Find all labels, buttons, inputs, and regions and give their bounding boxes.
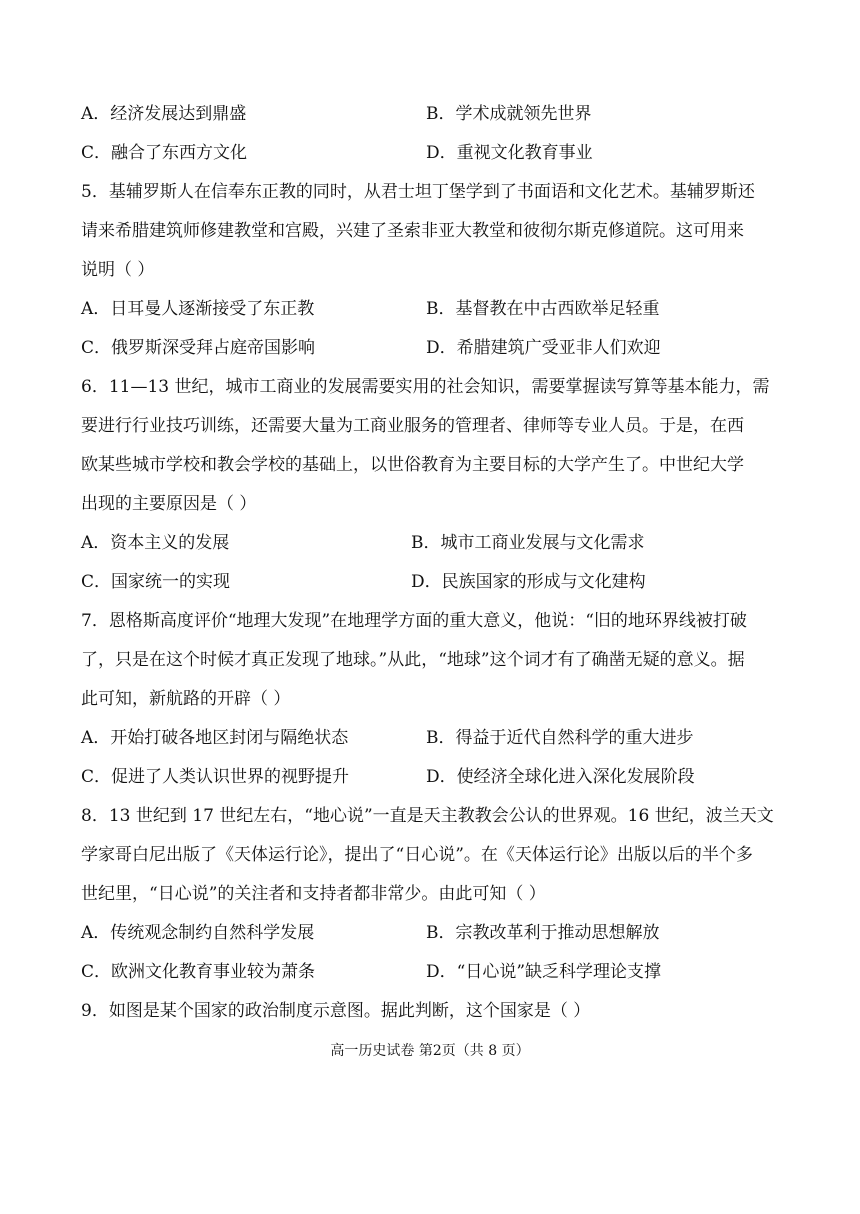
q4-option-b: B．学术成就领先世界 <box>426 104 592 124</box>
q6-option-d: D．民族国家的形成与文化建构 <box>411 572 646 592</box>
q5-options-row-2 <box>81 337 781 359</box>
q6-stem-line-1: 6．11—13 世纪，城市工商业的发展需要实用的社会知识，需要掌握读写算等基本能力，需 <box>81 377 770 397</box>
q7-option-d: D．使经济全球化进入深化发展阶段 <box>426 767 695 787</box>
q4-option-a: A．经济发展达到鼎盛 <box>81 104 247 124</box>
q7-stem-line-2: 了，只是在这个时候才真正发现了地球。”从此，“地球”这个词才有了确凿无疑的意义。据 <box>81 650 745 670</box>
q8-option-d: D．“日心说”缺乏科学理论支撑 <box>426 962 662 982</box>
q8-options-row-2 <box>81 961 781 983</box>
q7-option-c: C．促进了人类认识世界的视野提升 <box>81 767 350 787</box>
q4-options-row-2 <box>81 142 781 164</box>
q8-stem-line-1: 8．13 世纪到 17 世纪左右，“地心说”一直是天主教教会公认的世界观。16 世纪，波兰天文 <box>81 806 774 826</box>
q5-options-row-1 <box>81 298 781 320</box>
q6-option-b: B．城市工商业发展与文化需求 <box>411 533 645 553</box>
q4-options-row-1 <box>81 103 781 125</box>
q6-option-a: A．资本主义的发展 <box>81 533 230 553</box>
q5-stem-line-2: 请来希腊建筑师修建教堂和宫殿，兴建了圣索非亚大教堂和彼彻尔斯克修道院。这可用来 <box>81 221 744 241</box>
q6-options-row-2 <box>81 571 781 593</box>
page-footer: 高一历史试卷 第2页（共 8 页） <box>330 1043 530 1059</box>
q8-stem-line-2: 学家哥白尼出版了《天体运行论》，提出了“日心说”。在《天体运行论》出版以后的半个多 <box>81 845 753 865</box>
q6-stem-line-4: 出现的主要原因是（ ） <box>81 494 257 514</box>
q5-stem-line-3: 说明（ ） <box>81 260 155 280</box>
q5-stem-line-1: 5．基辅罗斯人在信奉东正教的同时，从君士坦丁堡学到了书面语和文化艺术。基辅罗斯还 <box>81 182 755 202</box>
q8-option-a: A．传统观念制约自然科学发展 <box>81 923 315 943</box>
q7-stem-line-1: 7．恩格斯高度评价“地理大发现”在地理学方面的重大意义，他说：“旧的地环界线被打破 <box>81 611 747 631</box>
q6-stem-line-3: 欧某些城市学校和教会学校的基础上，以世俗教育为主要目标的大学产生了。中世纪大学 <box>81 455 744 475</box>
q8-option-c: C．欧洲文化教育事业较为萧条 <box>81 962 316 982</box>
q4-option-d: D．重视文化教育事业 <box>426 143 593 163</box>
q7-options-row-1 <box>81 727 781 749</box>
q7-stem-line-3: 此可知，新航路的开辟（ ） <box>81 689 291 709</box>
q6-option-c: C．国家统一的实现 <box>81 572 231 592</box>
q5-option-d: D．希腊建筑广受亚非人们欢迎 <box>426 338 661 358</box>
q4-option-c: C．融合了东西方文化 <box>81 143 248 163</box>
q8-option-b: B．宗教改革利于推动思想解放 <box>426 923 660 943</box>
q7-options-row-2 <box>81 766 781 788</box>
q6-options-row-1 <box>81 532 781 554</box>
q5-option-a: A．日耳曼人逐渐接受了东正教 <box>81 299 315 319</box>
q7-option-a: A．开始打破各地区封闭与隔绝状态 <box>81 728 349 748</box>
q5-option-c: C．俄罗斯深受拜占庭帝国影响 <box>81 338 316 358</box>
q8-stem-line-3: 世纪里，“日心说”的关注者和支持者都非常少。由此可知（ ） <box>81 884 546 904</box>
q7-option-b: B．得益于近代自然科学的重大进步 <box>426 728 694 748</box>
q9-stem-line-1: 9．如图是某个国家的政治制度示意图。据此判断，这个国家是（ ） <box>81 1001 591 1021</box>
q6-stem-line-2: 要进行行业技巧训练，还需要大量为工商业服务的管理者、律师等专业人员。于是，在西 <box>81 416 744 436</box>
q5-option-b: B．基督教在中古西欧举足轻重 <box>426 299 660 319</box>
q8-options-row-1 <box>81 922 781 944</box>
